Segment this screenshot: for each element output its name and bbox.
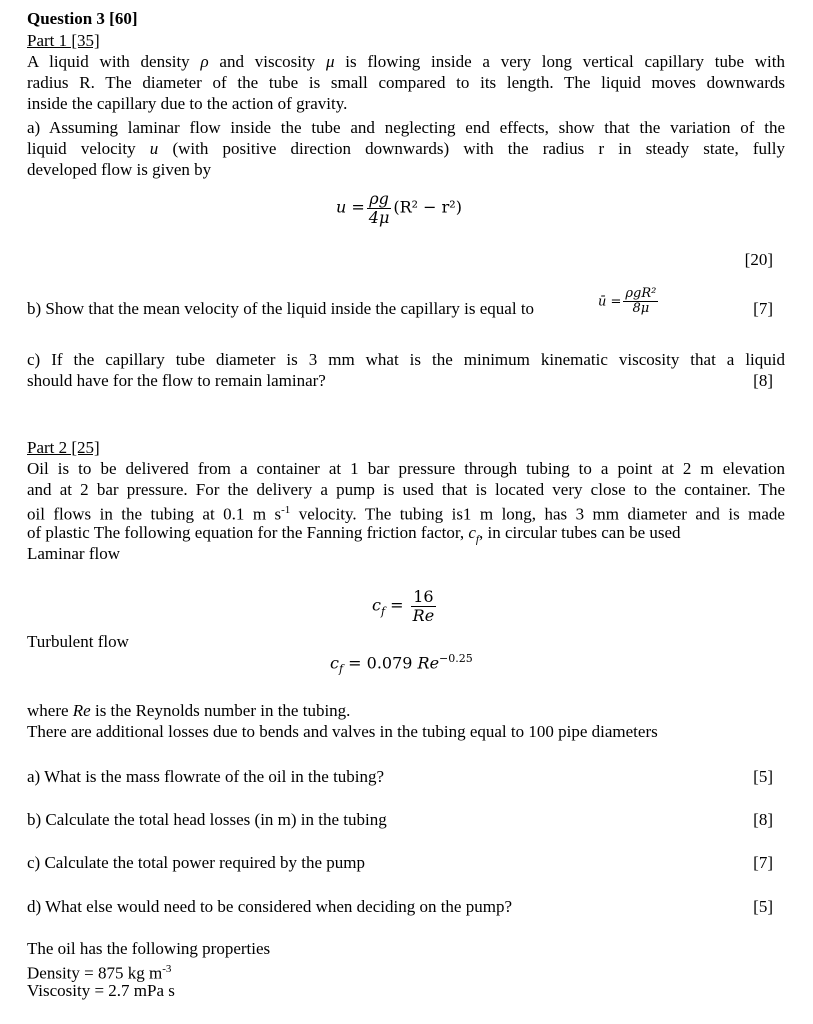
laminar-label: Laminar flow bbox=[27, 544, 120, 563]
question-a-line: developed flow is given by bbox=[27, 160, 212, 179]
part1-paragraph-line: radius R. The diameter of the tube is small compared to its length. The liquid moves downwards bbox=[27, 73, 785, 92]
part2-paragraph-line: Oil is to be delivered from a container at 1 bar pressure through tubing to a point at 2 m elevation bbox=[27, 459, 785, 478]
properties-intro: The oil has the following properties bbox=[27, 939, 271, 958]
part2-paragraph-line: of plastic The following equation for the Fanning friction factor, $c_f$, in circular tubes can be used bbox=[27, 523, 681, 546]
question-2b: b) Calculate the total head losses (in m) in the tubing bbox=[27, 810, 387, 829]
question-c-line: c) If the capillary tube diameter is 3 mm what is the minimum kinematic viscosity that a liquid bbox=[27, 350, 785, 369]
marks-2a: [5] bbox=[753, 767, 773, 786]
question-c-line: should have for the flow to remain laminar? bbox=[27, 371, 326, 390]
question-2a: a) What is the mass flowrate of the oil in the tubing? bbox=[27, 767, 385, 786]
velocity-equation: u = $\frac{\rho g}{4\mu}$ (R² − r²) bbox=[336, 189, 462, 227]
turbulent-label: Turbulent flow bbox=[27, 632, 129, 651]
density-property: Density = 875 kg $m^{-3}$ bbox=[27, 963, 172, 983]
marks-a: [20] bbox=[744, 250, 773, 269]
marks-2d: [5] bbox=[753, 897, 773, 916]
question-title: Question 3 [60] bbox=[27, 9, 138, 28]
question-2c: c) Calculate the total power required by the pump bbox=[27, 853, 365, 872]
marks-b: [7] bbox=[753, 299, 773, 318]
marks-2b: [8] bbox=[753, 810, 773, 829]
part1-paragraph-line: inside the capillary due to the action of gravity. bbox=[27, 94, 348, 113]
part2-heading: Part 2 [25] bbox=[27, 438, 100, 457]
turbulent-friction-equation: $c_f = 0.079$ $Re^{-0.25}$ bbox=[330, 652, 473, 676]
part1-paragraph-line: A liquid with density ρ and viscosity μ is flowing inside a very long vertical capillary tube with bbox=[27, 52, 785, 71]
reynolds-note: where Re is the Reynolds number in the tubing. bbox=[27, 701, 351, 720]
additional-losses-note: There are additional losses due to bends and valves in the tubing equal to 100 pipe diameters bbox=[27, 722, 658, 741]
mean-velocity-equation: ū = $\frac{\text{ρgR²}}{8\mu}$ bbox=[598, 286, 657, 317]
laminar-friction-equation: $c_f$ = $\frac{16}{Re}$ bbox=[372, 587, 435, 625]
question-a-line: liquid velocity u (with positive direction downwards) with the radius r in steady state, fully bbox=[27, 139, 785, 158]
question-2d: d) What else would need to be considered when deciding on the pump? bbox=[27, 897, 512, 916]
marks-c: [8] bbox=[753, 371, 773, 390]
part1-heading: Part 1 [35] bbox=[27, 31, 100, 50]
question-b: b) Show that the mean velocity of the liquid inside the capillary is equal to bbox=[27, 299, 535, 318]
part2-paragraph-line: and at 2 bar pressure. For the delivery a pump is used that is located very close to the container. The bbox=[27, 480, 785, 499]
marks-2c: [7] bbox=[753, 853, 773, 872]
question-a-line: a) Assuming laminar flow inside the tube and neglecting end effects, show that the variation of the bbox=[27, 118, 785, 137]
viscosity-property: Viscosity = 2.7 mPa s bbox=[27, 981, 175, 1000]
part2-paragraph-line: oil flows in the tubing at 0.1 m $s^{-1}$ velocity. The tubing is1 m long, has 3 mm diameter and is made bbox=[27, 504, 785, 524]
